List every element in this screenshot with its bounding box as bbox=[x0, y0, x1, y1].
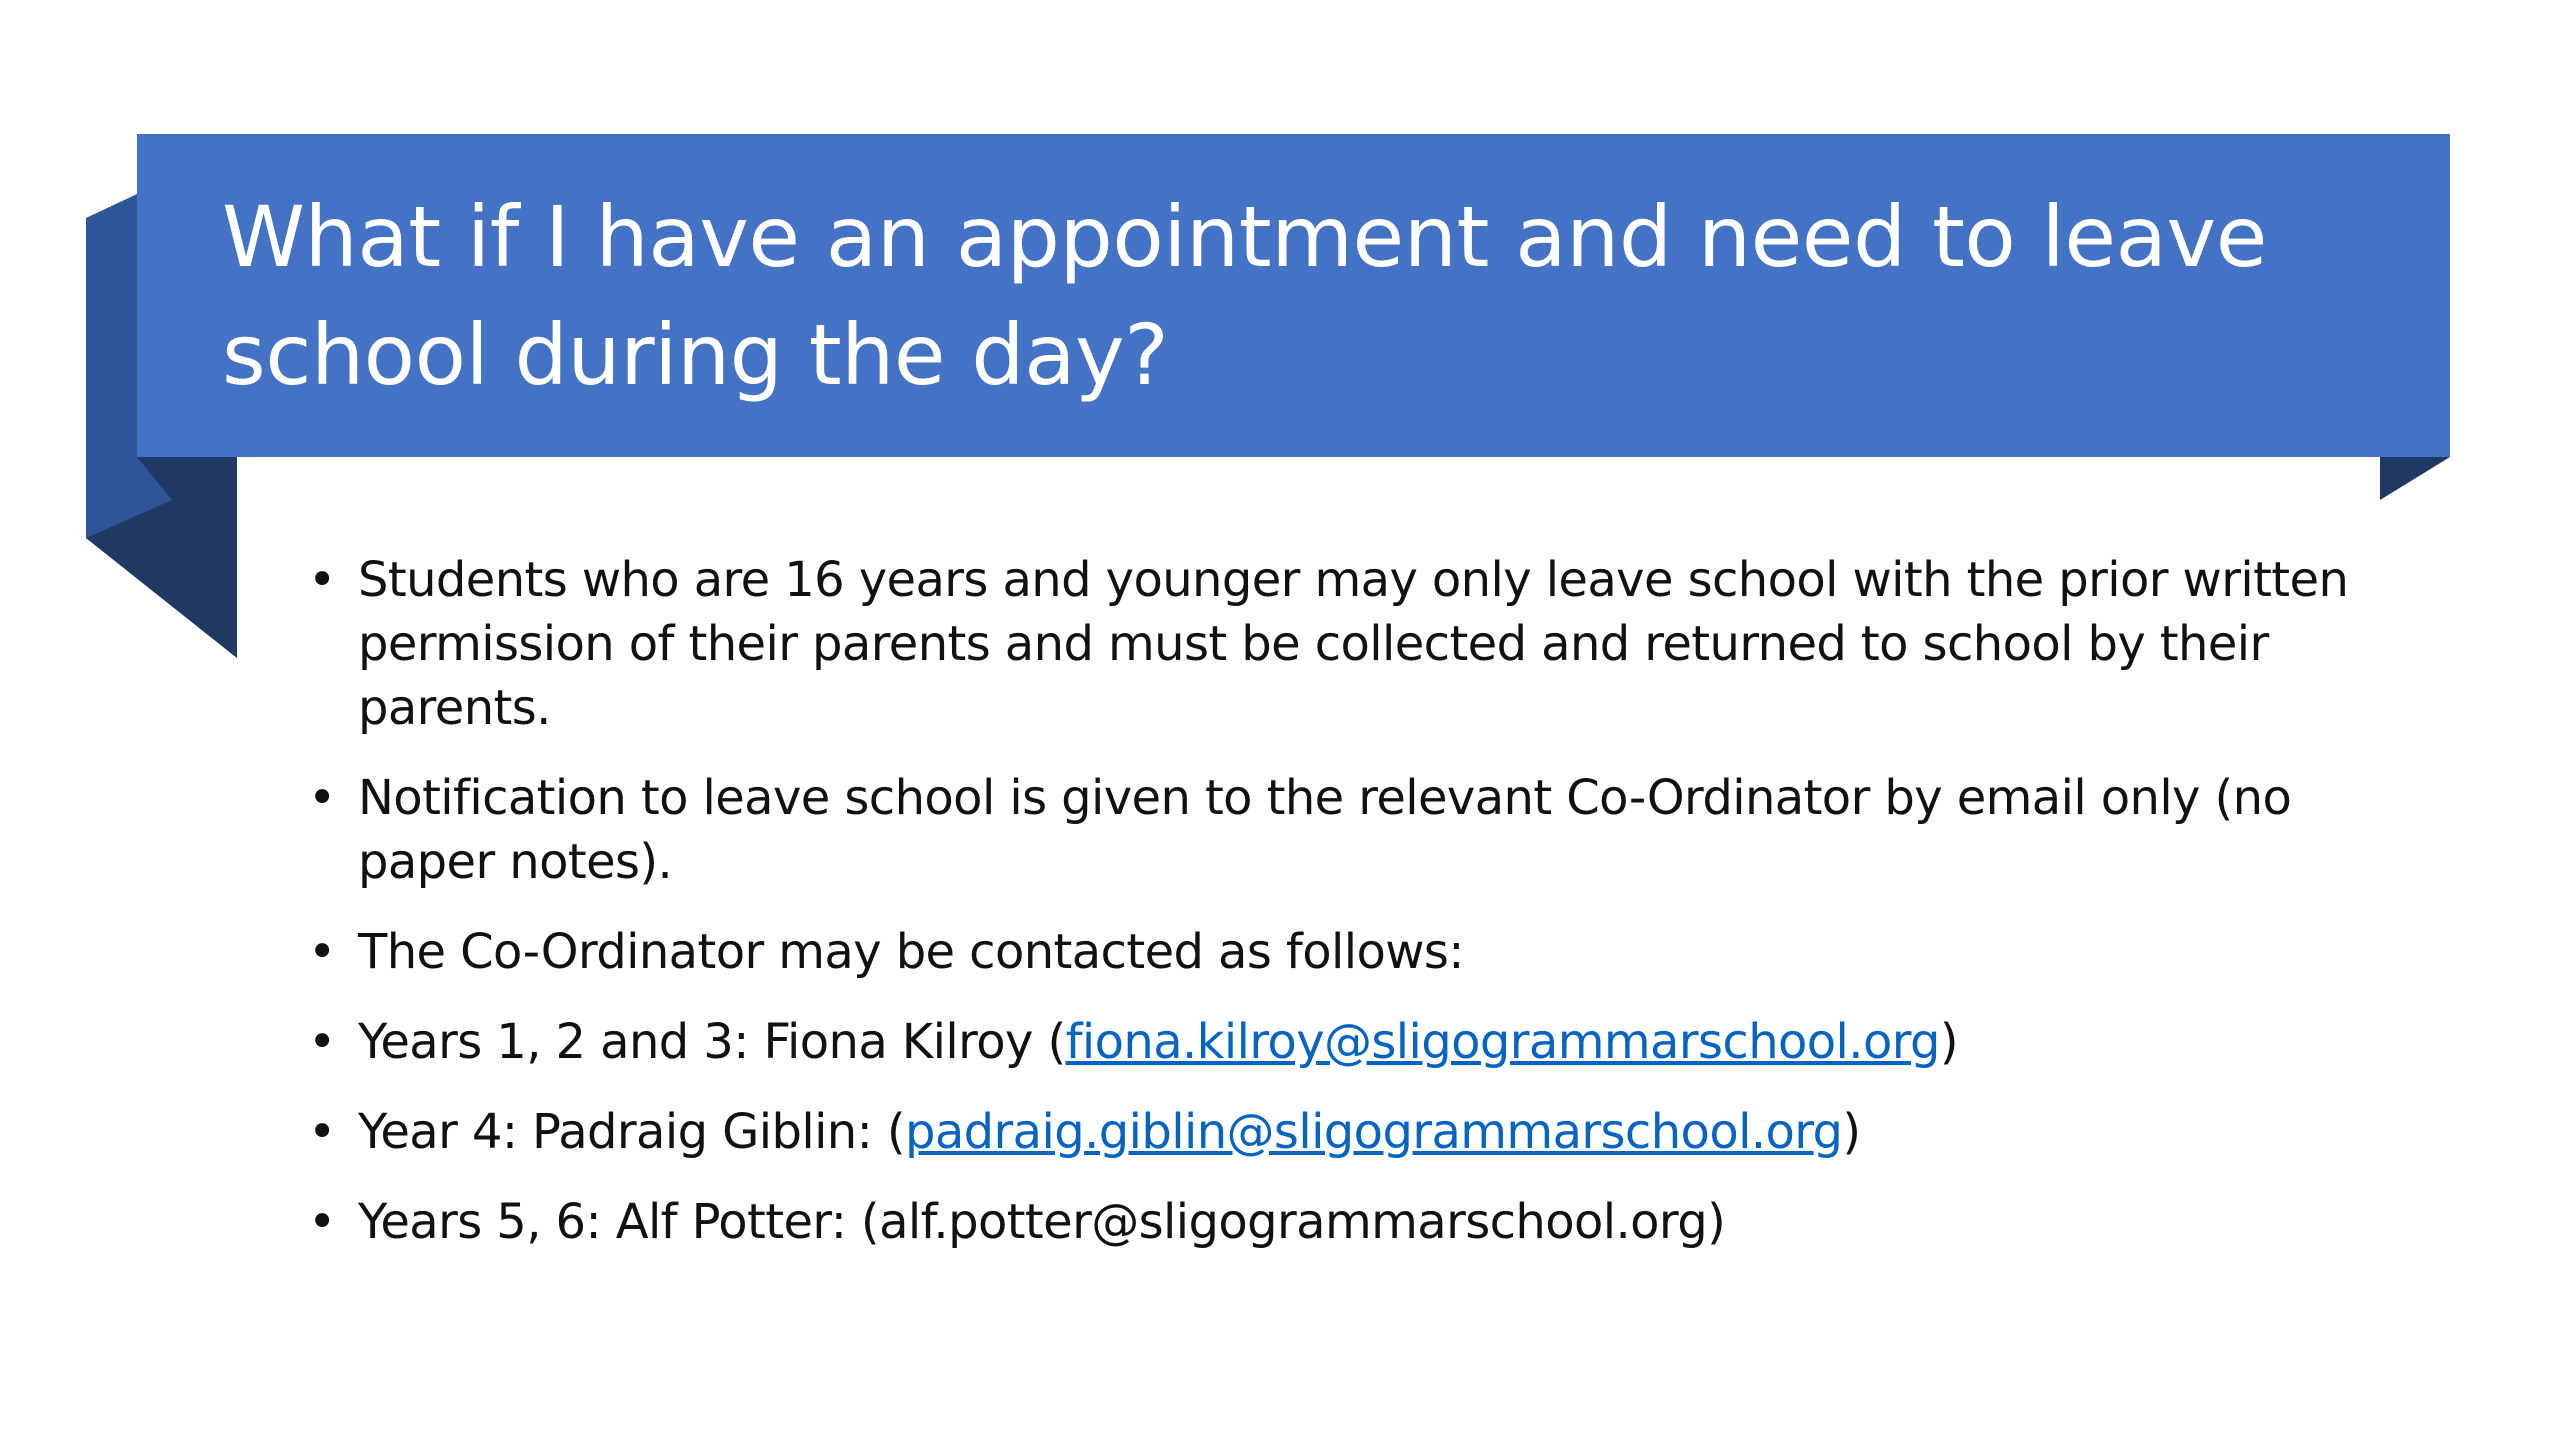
bullet-icon: • bbox=[308, 1104, 336, 1160]
bullet-icon: • bbox=[308, 770, 336, 826]
email-link-fiona-kilroy[interactable]: fiona.kilroy@sligogrammarschool.org bbox=[1065, 1014, 1940, 1070]
bullet-list bbox=[300, 548, 2360, 1280]
ribbon-right-underfold bbox=[2380, 457, 2450, 500]
bullet-icon: • bbox=[308, 552, 336, 608]
bullet-item bbox=[300, 766, 2360, 894]
bullet-text-suffix: ) bbox=[1939, 1014, 1959, 1070]
bullet-icon: • bbox=[308, 1194, 336, 1250]
slide-title: What if I have an appointment and need to leave school during the day? bbox=[222, 188, 2267, 404]
bullet-item bbox=[300, 548, 2360, 740]
bullet-text-prefix: Years 1, 2 and 3: Fiona Kilroy ( bbox=[358, 1014, 1066, 1070]
email-link-padraig-giblin[interactable]: padraig.giblin@sligogrammarschool.org bbox=[905, 1104, 1843, 1160]
bullet-icon: • bbox=[308, 924, 336, 980]
bullet-item bbox=[300, 920, 2360, 984]
bullet-text: Years 5, 6: Alf Potter: (alf.potter@sligogrammarschool.org) bbox=[358, 1194, 1726, 1250]
bullet-text: The Co-Ordinator may be contacted as follows: bbox=[358, 924, 1464, 980]
bullet-item bbox=[300, 1100, 2360, 1164]
bullet-text-prefix: Year 4: Padraig Giblin: ( bbox=[358, 1104, 905, 1160]
bullet-text: Notification to leave school is given to the relevant Co-Ordinator by email only (no paper notes). bbox=[358, 770, 2292, 890]
bullet-item bbox=[300, 1190, 2360, 1254]
bullet-item bbox=[300, 1010, 2360, 1074]
bullet-text: Students who are 16 years and younger may only leave school with the prior written permission of their parents and must be collected and returned to school by their parents. bbox=[358, 552, 2349, 736]
bullet-text-suffix: ) bbox=[1842, 1104, 1861, 1160]
bullet-icon: • bbox=[308, 1014, 336, 1070]
